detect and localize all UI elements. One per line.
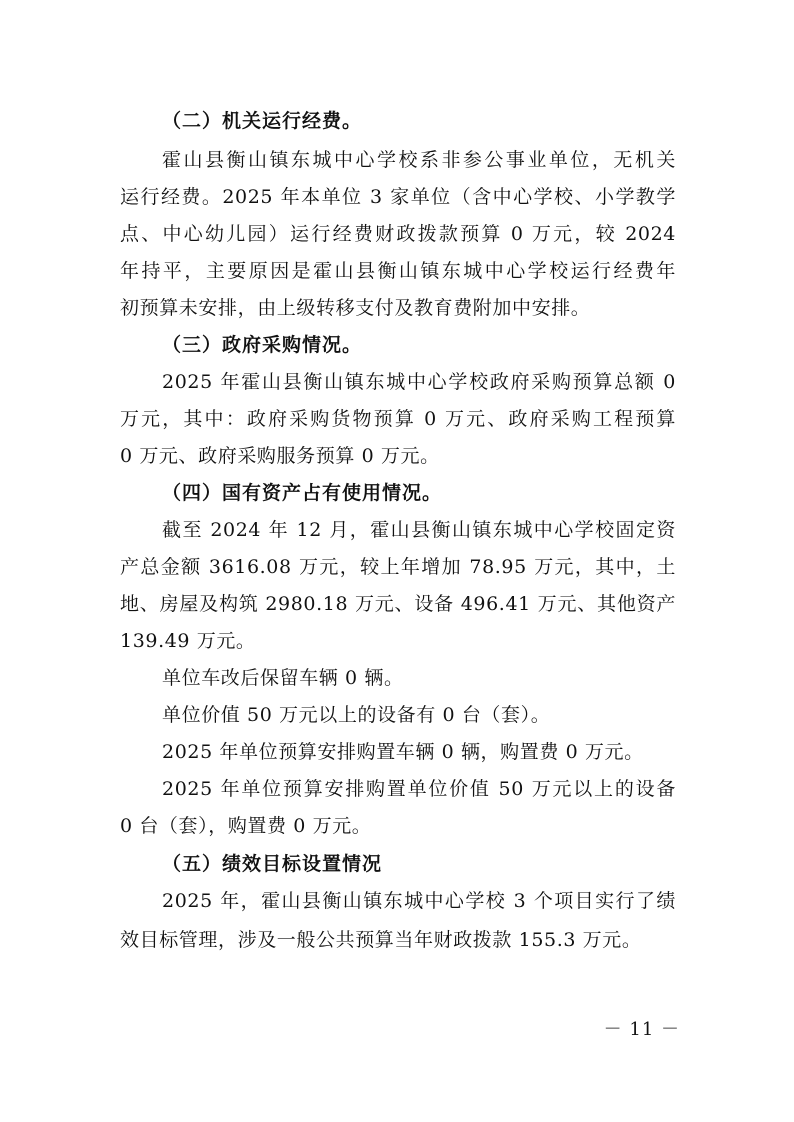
paragraph-line: 单位车改后保留车辆 0 辆。	[162, 667, 404, 689]
paragraph-line: 年持平，主要原因是霍山县衡山镇东城中心学校运行经费年	[120, 260, 676, 282]
paragraph-line: 0 台（套），购置费 0 万元。	[120, 815, 372, 837]
paragraph-line: 139.49 万元。	[120, 630, 256, 652]
section-heading-performance: （五）绩效目标设置情况	[162, 853, 383, 875]
section-heading-assets: （四）国有资产占有使用情况。	[162, 482, 443, 504]
paragraph-line: 地、房屋及构筑 2980.18 万元、设备 496.41 万元、其他资产	[120, 593, 676, 615]
paragraph-line: 初预算未安排，由上级转移支付及教育费附加中安排。	[120, 297, 591, 319]
paragraph-line: 点、中心幼儿园）运行经费财政拨款预算 0 万元，较 2024	[120, 223, 676, 245]
paragraph-line: 单位价值 50 万元以上的设备有 0 台（套）。	[162, 704, 551, 726]
paragraph-line: 0 万元、政府采购服务预算 0 万元。	[120, 445, 440, 467]
paragraph-line: 2025 年霍山县衡山镇东城中心学校政府采购预算总额 0	[162, 371, 676, 393]
page-number: － 11 －	[603, 1019, 680, 1040]
paragraph-line: 万元，其中：政府采购货物预算 0 万元、政府采购工程预算	[120, 408, 676, 430]
paragraph-line: 产总金额 3616.08 万元，较上年增加 78.95 万元，其中，土	[120, 556, 676, 578]
paragraph-line: 效目标管理，涉及一般公共预算当年财政拨款 155.3 万元。	[120, 929, 642, 951]
paragraph-line: 2025 年单位预算安排购置车辆 0 辆，购置费 0 万元。	[162, 741, 644, 763]
paragraph-line: 2025 年，霍山县衡山镇东城中心学校 3 个项目实行了绩	[162, 890, 676, 912]
section-heading-procurement: （三）政府采购情况。	[162, 334, 363, 356]
paragraph-line: 霍山县衡山镇东城中心学校系非参公事业单位，无机关	[162, 149, 676, 171]
section-heading-operating-funds: （二）机关运行经费。	[162, 110, 363, 132]
paragraph-line: 2025 年单位预算安排购置单位价值 50 万元以上的设备	[162, 778, 676, 800]
paragraph-line: 截至 2024 年 12 月，霍山县衡山镇东城中心学校固定资	[162, 519, 676, 541]
paragraph-line: 运行经费。2025 年本单位 3 家单位（含中心学校、小学教学	[120, 186, 676, 208]
